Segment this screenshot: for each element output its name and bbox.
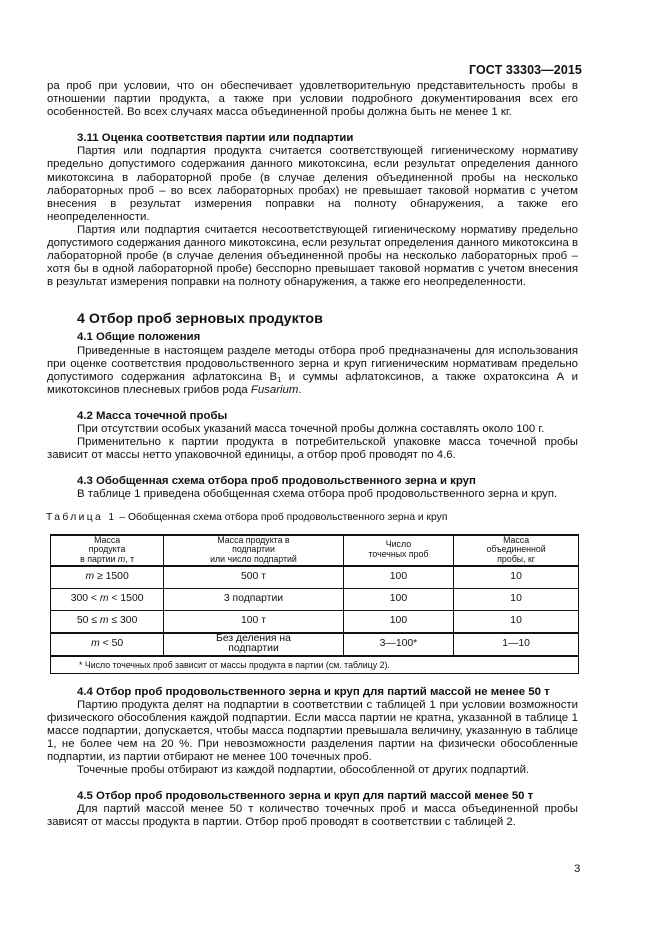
header-subbatch-mass	[164, 535, 343, 566]
section-3-11-paragraph-2: Партия или подпартия считается несоответствующей гигиеническому нормативу предельно допустимого содержания данного микотоксина, если результат определения данного микотоксина в лабораторной пробе (в случае деления объединенной пробы на несколько лабораторных проб – хотя бы в одной лабораторной пробе) бесспорно превышает таковой норматив с учетом внесения в результат измерения поправки на полноту обнаружения, а также его неопределенности.	[47, 223, 578, 289]
genus-name: Fusarium	[250, 383, 299, 396]
header-text: m	[117, 553, 126, 564]
cell-subbatch	[164, 633, 343, 656]
header-text: , т	[125, 553, 135, 564]
cell-text: m	[85, 571, 95, 583]
cell-text: m	[99, 615, 109, 627]
text-fragment: .	[298, 383, 302, 396]
table-footnote-row	[51, 656, 579, 674]
table-row	[51, 566, 579, 589]
header-point-samples	[343, 535, 453, 566]
header-batch-mass	[51, 535, 164, 566]
cell-combined: 10	[454, 566, 579, 589]
header-combined-mass	[454, 535, 579, 566]
table-1	[50, 534, 579, 674]
cell-batch-mass	[51, 588, 164, 610]
cell-batch-mass	[51, 633, 164, 656]
standard-id-header: ГОСТ 33303—2015	[468, 63, 582, 77]
header-text: продукта	[88, 544, 126, 555]
document-body	[47, 80, 578, 829]
header-text: объединенной	[486, 544, 546, 555]
cell-text: ≥ 1500	[94, 571, 129, 583]
header-text: Масса	[94, 534, 121, 545]
section-4-4-heading: 4.4 Отбор проб продовольственного зерна и круп для партий массой не менее 50 т	[77, 685, 550, 698]
section-4-5-paragraph: Для партий массой менее 50 т количество точечных проб и масса объединенной пробы зависят от массы продукта в партии. Отбор проб проводят в соответствии с таблицей 2.	[47, 803, 578, 829]
header-text: в партии	[80, 553, 118, 564]
cell-text: 300 <	[70, 593, 100, 605]
cell-text: 50 ≤	[76, 615, 100, 627]
header-text: Число	[385, 539, 412, 550]
cell-text: m	[99, 593, 109, 605]
cell-subbatch: 100 т	[164, 610, 343, 633]
cell-batch-mass	[51, 610, 164, 633]
cell-text: < 1500	[108, 593, 144, 605]
header-text: подпартии	[232, 544, 275, 555]
cell-text: Без деления на	[216, 632, 291, 644]
section-4-3-heading: 4.3 Обобщенная схема отбора проб продовольственного зерна и круп	[77, 475, 476, 488]
cell-subbatch: 3 подпартии	[164, 588, 343, 610]
section-4-5-heading: 4.5 Отбор проб продовольственного зерна и круп для партий массой менее 50 т	[77, 790, 534, 803]
cell-points: 100	[343, 566, 453, 589]
table-1-caption	[46, 511, 578, 524]
subscript: 1	[277, 374, 282, 384]
section-4-heading: 4 Отбор проб зерновых продуктов	[77, 311, 323, 328]
cell-text: < 50	[99, 637, 124, 649]
header-text: Масса	[503, 534, 530, 545]
table-row	[51, 588, 579, 610]
section-4-4-paragraph-1: Партию продукта делят на подпартии в соответствии с таблицей 1 при условии возможности физического обособления каждой подпартии. Если масса партии не кратна, указанной в таблице 1 массе подпартии, допускается, чтобы масса подпартии превышала величину, указанную в таблице 1, не более чем на 20 %. При невозможности разделения партии на физически обособленные подпартии, из партии отбирают не менее 100 точечных проб.	[47, 698, 578, 763]
intro-paragraph: ра проб при условии, что он обеспечивает удовлетворительную представительность пробы в отношении партии продукта, а также при условии подробного документирования всех его особенностей. Во всех случаях масса объединенной пробы должна быть не менее 1 кг.	[47, 80, 578, 119]
section-4-2-heading: 4.2 Масса точечной пробы	[77, 409, 228, 422]
section-4-1-heading: 4.1 Общие положения	[77, 331, 201, 344]
table-footnote: * Число точечных проб зависит от массы продукта в партии (см. таблицу 2).	[51, 656, 579, 674]
text-fragment: Приведенные в настоящем разделе методы отбора проб предназначены для использования при оценке соответствия продовольственного зерна и круп гигиеническим нормативам предельно допустимого содержания афлатоксина B	[47, 344, 578, 383]
text-fragment: и суммы афлатоксинов, а также охратоксина А и микотоксинов плесневых грибов рода	[47, 370, 578, 396]
cell-combined: 1—10	[454, 633, 579, 656]
cell-subbatch: 500 т	[164, 566, 343, 589]
cell-points: 100	[343, 588, 453, 610]
table-row	[51, 610, 579, 633]
section-3-11-heading: 3.11 Оценка соответствия партии или подпартии	[77, 132, 354, 145]
page-number: 3	[574, 863, 581, 875]
table-caption-text: – Обобщенная схема отбора проб продовольственного зерна и круп	[116, 512, 448, 524]
cell-points: 3—100*	[343, 633, 453, 656]
header-text: Масса продукта в	[217, 534, 290, 545]
section-4-1-paragraph	[47, 345, 578, 397]
cell-text: m	[91, 637, 100, 649]
section-4-4-paragraph-2: Точечные пробы отбирают из каждой подпартии, обособленной от других подпартий.	[77, 764, 530, 777]
cell-combined: 10	[454, 588, 579, 610]
cell-text: подпартии	[228, 643, 279, 655]
cell-combined: 10	[454, 610, 579, 633]
cell-points: 100	[343, 610, 453, 633]
section-4-3-paragraph: В таблице 1 приведена обобщенная схема отбора проб продовольственного зерна и круп.	[77, 488, 558, 501]
header-text: или число подпартий	[210, 553, 297, 564]
table-header-row	[51, 535, 579, 566]
header-text: точечных проб	[368, 549, 429, 560]
section-4-2-paragraph-1: При отсутствии особых указаний масса точечной пробы должна составлять около 100 г.	[77, 422, 545, 435]
cell-batch-mass	[51, 566, 164, 589]
cell-text: ≤ 300	[108, 615, 138, 627]
table-row	[51, 633, 579, 656]
section-3-11-paragraph-1: Партия или подпартия продукта считается соответствующей гигиеническому нормативу предельно допустимого содержания данного микотоксина, если результат определения данного микотоксина в лабораторной пробе (в случае деления объединенной пробы на несколько лабораторных проб – во всех лабораторных пробах) не превышает таковой норматив с учетом внесения в результат измерения поправки на полноту обнаружения, а также его неопределенности.	[47, 145, 578, 223]
table-caption-label: Таблица 1	[46, 512, 117, 524]
header-text: пробы, кг	[497, 553, 536, 564]
section-4-2-paragraph-2: Применительно к партии продукта в потребительской упаковке масса точечной пробы зависит от массы нетто упаковочной единицы, а отбор проб проводят по 4.6.	[47, 436, 578, 462]
